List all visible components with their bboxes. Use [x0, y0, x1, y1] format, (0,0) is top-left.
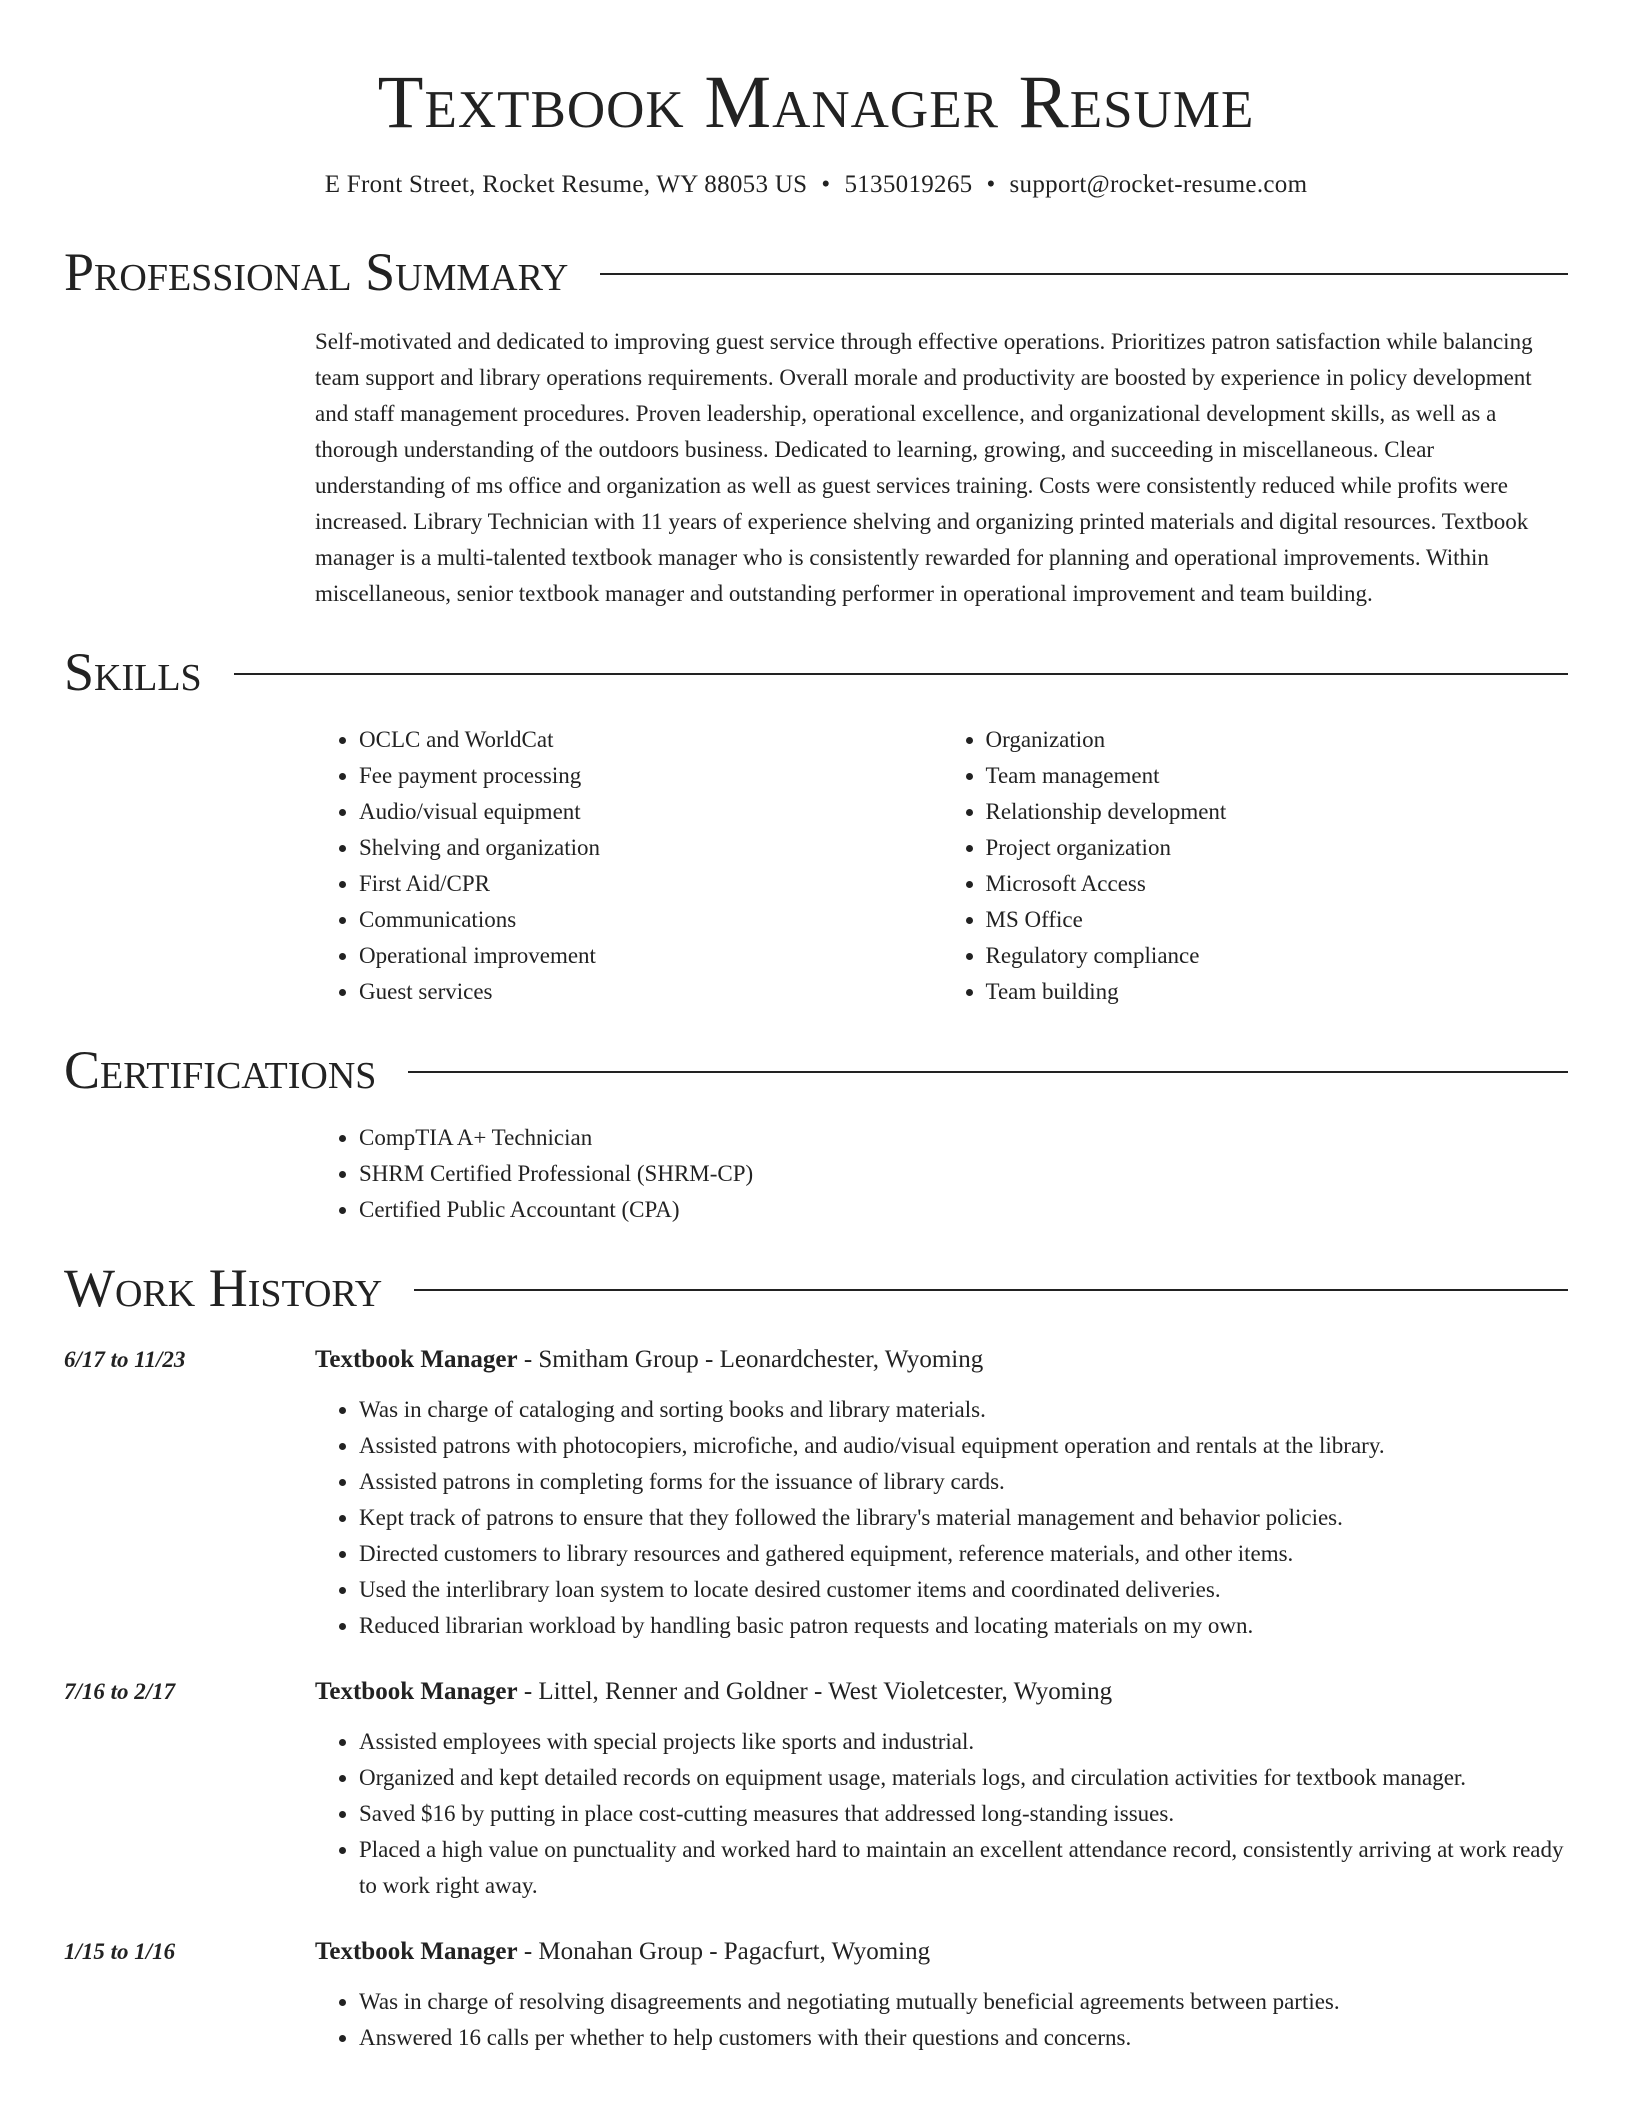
skill-item: • Team management	[986, 758, 1569, 794]
contact-separator: •	[986, 171, 996, 198]
job-dates: 7/16 to 2/17	[64, 1679, 176, 1704]
job-bullet: • Used the interlibrary loan system to locate desired customer items and coordinated deliveries.	[359, 1572, 1568, 1608]
job-entry	[64, 1674, 1568, 1904]
contact-line	[64, 168, 1568, 202]
job-bullet: • Organized and kept detailed records on equipment usage, materials logs, and circulation activities for textbook manager.	[359, 1760, 1568, 1796]
contact-separator: •	[821, 171, 831, 198]
job-title-line	[315, 1342, 1568, 1378]
job-title-line	[315, 1674, 1568, 1710]
skills-list	[315, 722, 1568, 1010]
skill-item: • Communications	[359, 902, 942, 938]
contact-address: E Front Street, Rocket Resume, WY 88053 US	[324, 171, 808, 198]
skills-section-header	[64, 642, 1568, 702]
skill-item: • First Aid/CPR	[359, 866, 942, 902]
skill-item: • Microsoft Access	[986, 866, 1569, 902]
certification-item: • SHRM Certified Professional (SHRM-CP)	[359, 1156, 1568, 1192]
skill-item: • Fee payment processing	[359, 758, 942, 794]
job-employer: - Littel, Renner and Goldner - West Violetcester, Wyoming	[517, 1678, 1113, 1705]
job-bullet: • Reduced librarian workload by handling basic patron requests and locating materials on my own.	[359, 1608, 1568, 1644]
skill-item: • Operational improvement	[359, 938, 942, 974]
summary-section-header	[64, 242, 1568, 302]
job-entry	[64, 1934, 1568, 2056]
job-bullet: • Directed customers to library resources and gathered equipment, reference materials, and other items.	[359, 1536, 1568, 1572]
skill-item: • Audio/visual equipment	[359, 794, 942, 830]
job-employer: - Monahan Group - Pagacfurt, Wyoming	[517, 1938, 931, 1965]
job-bullets	[315, 1724, 1568, 1904]
skill-item: • Regulatory compliance	[986, 938, 1569, 974]
skills-column-left	[315, 722, 942, 1010]
job-details	[315, 1934, 1568, 2056]
job-bullet: • Was in charge of cataloging and sorting books and library materials.	[359, 1392, 1568, 1428]
section-divider	[234, 673, 1568, 675]
job-dates: 6/17 to 11/23	[64, 1347, 186, 1372]
job-details	[315, 1342, 1568, 1644]
skills-column-right	[942, 722, 1569, 1010]
job-title: Textbook Manager	[315, 1678, 518, 1705]
job-bullets	[315, 1984, 1568, 2056]
skill-item: • Guest services	[359, 974, 942, 1010]
job-bullet: • Was in charge of resolving disagreements and negotiating mutually beneficial agreements between parties.	[359, 1984, 1568, 2020]
skill-item: • Team building	[986, 974, 1569, 1010]
summary-text: Self-motivated and dedicated to improving guest service through effective operations. Prioritizes patron satisfaction while balancing team support and library operations requirements. Overall morale and productivity are boosted by experience in policy development and staff management procedures. Proven leadership, operational excellence, and organizational development skills, as well as a thorough understanding of the outdoors business. Dedicated to learning, growing, and succeeding in miscellaneous. Clear understanding of ms office and organization as well as guest services training. Costs were consistently reduced while profits were increased. Library Technician with 11 years of experience shelving and organizing printed materials and digital resources. Textbook manager is a multi-talented textbook manager who is consistently rewarded for planning and operational improvements. Within miscellaneous, senior textbook manager and outstanding performer in operational improvement and team building.	[315, 329, 1533, 606]
work-history-heading: Work History	[64, 1258, 383, 1318]
job-bullet: • Answered 16 calls per whether to help customers with their questions and concerns.	[359, 2020, 1568, 2056]
contact-phone: 5135019265	[844, 171, 973, 198]
job-bullet: • Kept track of patrons to ensure that they followed the library's material management and behavior policies.	[359, 1500, 1568, 1536]
certifications-section-header	[64, 1040, 1568, 1100]
job-entry	[64, 1342, 1568, 1644]
skill-item: • MS Office	[986, 902, 1569, 938]
skill-item: • Project organization	[986, 830, 1569, 866]
section-divider	[408, 1071, 1568, 1073]
work-history-section-header	[64, 1258, 1568, 1318]
job-title: Textbook Manager	[315, 1346, 518, 1373]
certifications-list	[315, 1120, 1568, 1228]
skill-item: • Shelving and organization	[359, 830, 942, 866]
skill-item: • Relationship development	[986, 794, 1569, 830]
resume-page	[64, 0, 1568, 2056]
certification-item: • Certified Public Accountant (CPA)	[359, 1192, 1568, 1228]
resume-title: Textbook Manager Resume	[377, 61, 1255, 144]
skill-item: • Organization	[986, 722, 1569, 758]
job-bullet: • Assisted patrons with photocopiers, microfiche, and audio/visual equipment operation and rentals at the library.	[359, 1428, 1568, 1464]
job-dates: 1/15 to 1/16	[64, 1939, 176, 1964]
section-divider	[414, 1289, 1568, 1291]
skill-item: • OCLC and WorldCat	[359, 722, 942, 758]
certifications-heading: Certifications	[64, 1040, 377, 1100]
certification-item: • CompTIA A+ Technician	[359, 1120, 1568, 1156]
skills-heading: Skills	[64, 642, 202, 702]
job-bullet: • Saved $16 by putting in place cost-cutting measures that addressed long-standing issues.	[359, 1796, 1568, 1832]
job-bullets	[315, 1392, 1568, 1644]
certifications-bullets	[315, 1120, 1568, 1228]
section-divider	[600, 273, 1568, 275]
job-bullet: • Placed a high value on punctuality and worked hard to maintain an excellent attendance record, consistently arriving at work ready to work right away.	[359, 1832, 1568, 1904]
job-title-line	[315, 1934, 1568, 1970]
job-title: Textbook Manager	[315, 1938, 518, 1965]
contact-email: support@rocket-resume.com	[1009, 171, 1308, 198]
job-bullet: • Assisted employees with special projects like sports and industrial.	[359, 1724, 1568, 1760]
job-bullet: • Assisted patrons in completing forms for the issuance of library cards.	[359, 1464, 1568, 1500]
summary-heading: Professional Summary	[64, 242, 569, 302]
job-employer: - Smitham Group - Leonardchester, Wyoming	[517, 1346, 984, 1373]
job-details	[315, 1674, 1568, 1904]
